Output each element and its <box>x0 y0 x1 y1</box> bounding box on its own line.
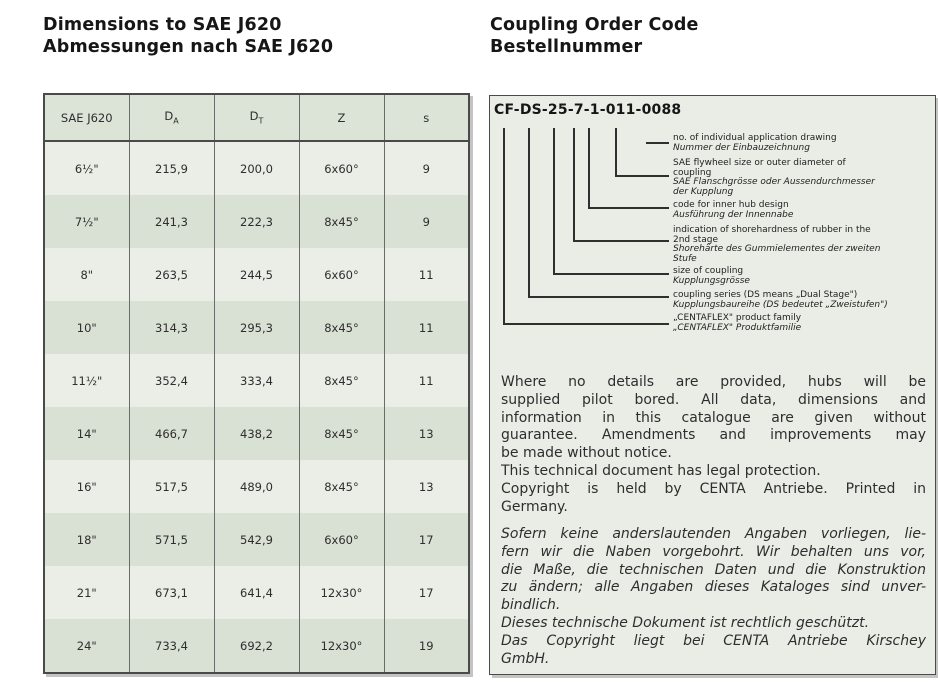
order-code-label <box>673 314 931 333</box>
table-header-row <box>44 94 469 141</box>
table-row <box>44 566 469 619</box>
note-line: Sofern keine anderslautenden Angaben vorliegen, lie- <box>501 526 926 542</box>
label-text-en: size of coupling <box>673 266 744 276</box>
table-row <box>44 248 469 301</box>
left-page-title <box>43 14 333 58</box>
table-cell: 8x45° <box>299 354 384 407</box>
table-cell: 263,5 <box>129 248 214 301</box>
table-row <box>44 619 469 673</box>
table-cell: 17 <box>384 566 469 619</box>
table-cell: 6x60° <box>299 141 384 195</box>
note-line: Copyright is held by CENTA Antriebe. Printed in <box>501 480 926 497</box>
table-cell: 8x45° <box>299 460 384 513</box>
table-cell: 12x30° <box>299 619 384 673</box>
left-title-line1: Dimensions to SAE J620 <box>43 15 282 35</box>
table-cell: 8x45° <box>299 301 384 354</box>
order-code-label <box>673 159 931 198</box>
note-line: guarantee. Amendments and improvements may <box>501 427 926 444</box>
order-code-label <box>673 267 931 286</box>
label-text-en: code for inner hub design <box>673 200 789 210</box>
label-text-de: Kupplungsbaureihe (DS bedeutet „Zweistufen") <box>673 299 888 310</box>
table-cell: 17 <box>384 513 469 566</box>
table-cell: 16" <box>44 460 129 513</box>
table-cell: 7½" <box>44 195 129 248</box>
column-header: SAE J620 <box>44 94 129 141</box>
table-row <box>44 354 469 407</box>
table-cell: 466,7 <box>129 407 214 460</box>
label-text-en: SAE flywheel size or outer diameter of <box>673 158 846 168</box>
table-cell: 13 <box>384 460 469 513</box>
column-header: $D_T$ <box>214 94 299 141</box>
label-text-en: coupling series (DS means „Dual Stage") <box>673 290 858 300</box>
column-header: s <box>384 94 469 141</box>
order-code-box <box>489 95 936 675</box>
table-cell: 6½" <box>44 141 129 195</box>
order-code: CF-DS-25-7-1-011-0088 <box>494 102 682 118</box>
label-text-en: „CENTAFLEX" product family <box>673 313 802 323</box>
table-cell: 8" <box>44 248 129 301</box>
label-text-de: Nummer der Einbauzeichnung <box>673 142 810 153</box>
table-cell: 489,0 <box>214 460 299 513</box>
order-code-label <box>673 134 931 153</box>
table-cell: 13 <box>384 407 469 460</box>
label-text-en: indication of shorehardness of rubber in the <box>673 225 871 235</box>
note-line: fern wir die Naben vorgebohrt. Wir behalten uns vor, <box>501 543 926 560</box>
table-cell: 673,1 <box>129 566 214 619</box>
note-line: Dieses technische Dokument ist rechtlich geschützt. <box>501 614 870 631</box>
note-line: Where no details are provided, hubs will be <box>501 374 926 390</box>
dimensions-table <box>43 93 470 674</box>
table-cell: 19 <box>384 619 469 673</box>
right-title-line1: Coupling Order Code <box>490 15 699 35</box>
note-line: die Maße, die technischen Daten und die Konstruktion <box>501 561 926 578</box>
table-body <box>44 141 469 673</box>
table-cell: 24" <box>44 619 129 673</box>
note-line: be made without notice. <box>501 445 672 462</box>
table-cell: 14" <box>44 407 129 460</box>
note-line: Germany. <box>501 498 568 515</box>
table-cell: 6x60° <box>299 513 384 566</box>
column-header: Z <box>299 94 384 141</box>
table-cell: 6x60° <box>299 248 384 301</box>
table-row <box>44 513 469 566</box>
table-cell: 244,5 <box>214 248 299 301</box>
note-line: Das Copyright liegt bei CENTA Antriebe Kirschey <box>501 632 926 649</box>
order-code-label <box>673 291 931 310</box>
label-text-de: Shorehärte des Gummielementes der zweiten <box>673 244 881 255</box>
table-cell: 314,3 <box>129 301 214 354</box>
table-cell: 438,2 <box>214 407 299 460</box>
note-en <box>501 374 926 516</box>
table-cell: 10" <box>44 301 129 354</box>
note-line: GmbH. <box>501 650 550 667</box>
label-text-de: der Kupplung <box>673 187 734 198</box>
table-cell: 215,9 <box>129 141 214 195</box>
table-cell: 733,4 <box>129 619 214 673</box>
table-cell: 692,2 <box>214 619 299 673</box>
table-cell: 11½" <box>44 354 129 407</box>
table-cell: 295,3 <box>214 301 299 354</box>
label-text-de: SAE Flanschgrösse oder Aussendurchmesser <box>673 177 875 188</box>
right-page-title <box>490 14 699 58</box>
note-line: This technical document has legal protection. <box>501 462 821 479</box>
connector-line <box>554 128 669 274</box>
table-cell: 9 <box>384 141 469 195</box>
table-row <box>44 460 469 513</box>
label-text-de: Kupplungsgrösse <box>673 275 750 286</box>
right-title-line2: Bestellnummer <box>490 37 643 57</box>
order-code-label <box>673 226 931 265</box>
table-row <box>44 407 469 460</box>
table-cell: 11 <box>384 354 469 407</box>
note-line: information in this catalogue are given without <box>501 409 926 426</box>
table-cell: 352,4 <box>129 354 214 407</box>
table-cell: 241,3 <box>129 195 214 248</box>
table-cell: 11 <box>384 248 469 301</box>
note-line: bindlich. <box>501 597 561 614</box>
table-row <box>44 195 469 248</box>
table-cell: 517,5 <box>129 460 214 513</box>
order-code-label <box>673 201 931 220</box>
table-cell: 333,4 <box>214 354 299 407</box>
connector-line <box>616 128 669 176</box>
table-cell: 18" <box>44 513 129 566</box>
table-cell: 12x30° <box>299 566 384 619</box>
table-cell: 641,4 <box>214 566 299 619</box>
table-cell: 200,0 <box>214 141 299 195</box>
table-cell: 571,5 <box>129 513 214 566</box>
table-cell: 9 <box>384 195 469 248</box>
table-row <box>44 301 469 354</box>
note-line: supplied pilot bored. All data, dimensions and <box>501 391 926 408</box>
label-text-en: no. of individual application drawing <box>673 133 837 143</box>
label-text-en: coupling <box>673 167 712 178</box>
connector-line <box>589 128 669 208</box>
column-header: $D_A$ <box>129 94 214 141</box>
label-text-en: 2nd stage <box>673 234 718 245</box>
label-text-de: Ausführung der Innennabe <box>673 209 794 220</box>
left-title-line2: Abmessungen nach SAE J620 <box>43 37 334 57</box>
table-row <box>44 141 469 195</box>
table-cell: 222,3 <box>214 195 299 248</box>
table-cell: 8x45° <box>299 407 384 460</box>
table-cell: 8x45° <box>299 195 384 248</box>
table-cell: 21" <box>44 566 129 619</box>
table-cell: 542,9 <box>214 513 299 566</box>
note-line: zu ändern; alle Angaben dieses Kataloges sind unver- <box>501 579 926 596</box>
table-cell: 11 <box>384 301 469 354</box>
note-de <box>501 526 926 668</box>
label-text-de: „CENTAFLEX" Produktfamilie <box>673 322 802 333</box>
label-text-de: Stufe <box>673 254 697 265</box>
connector-line <box>529 128 669 297</box>
